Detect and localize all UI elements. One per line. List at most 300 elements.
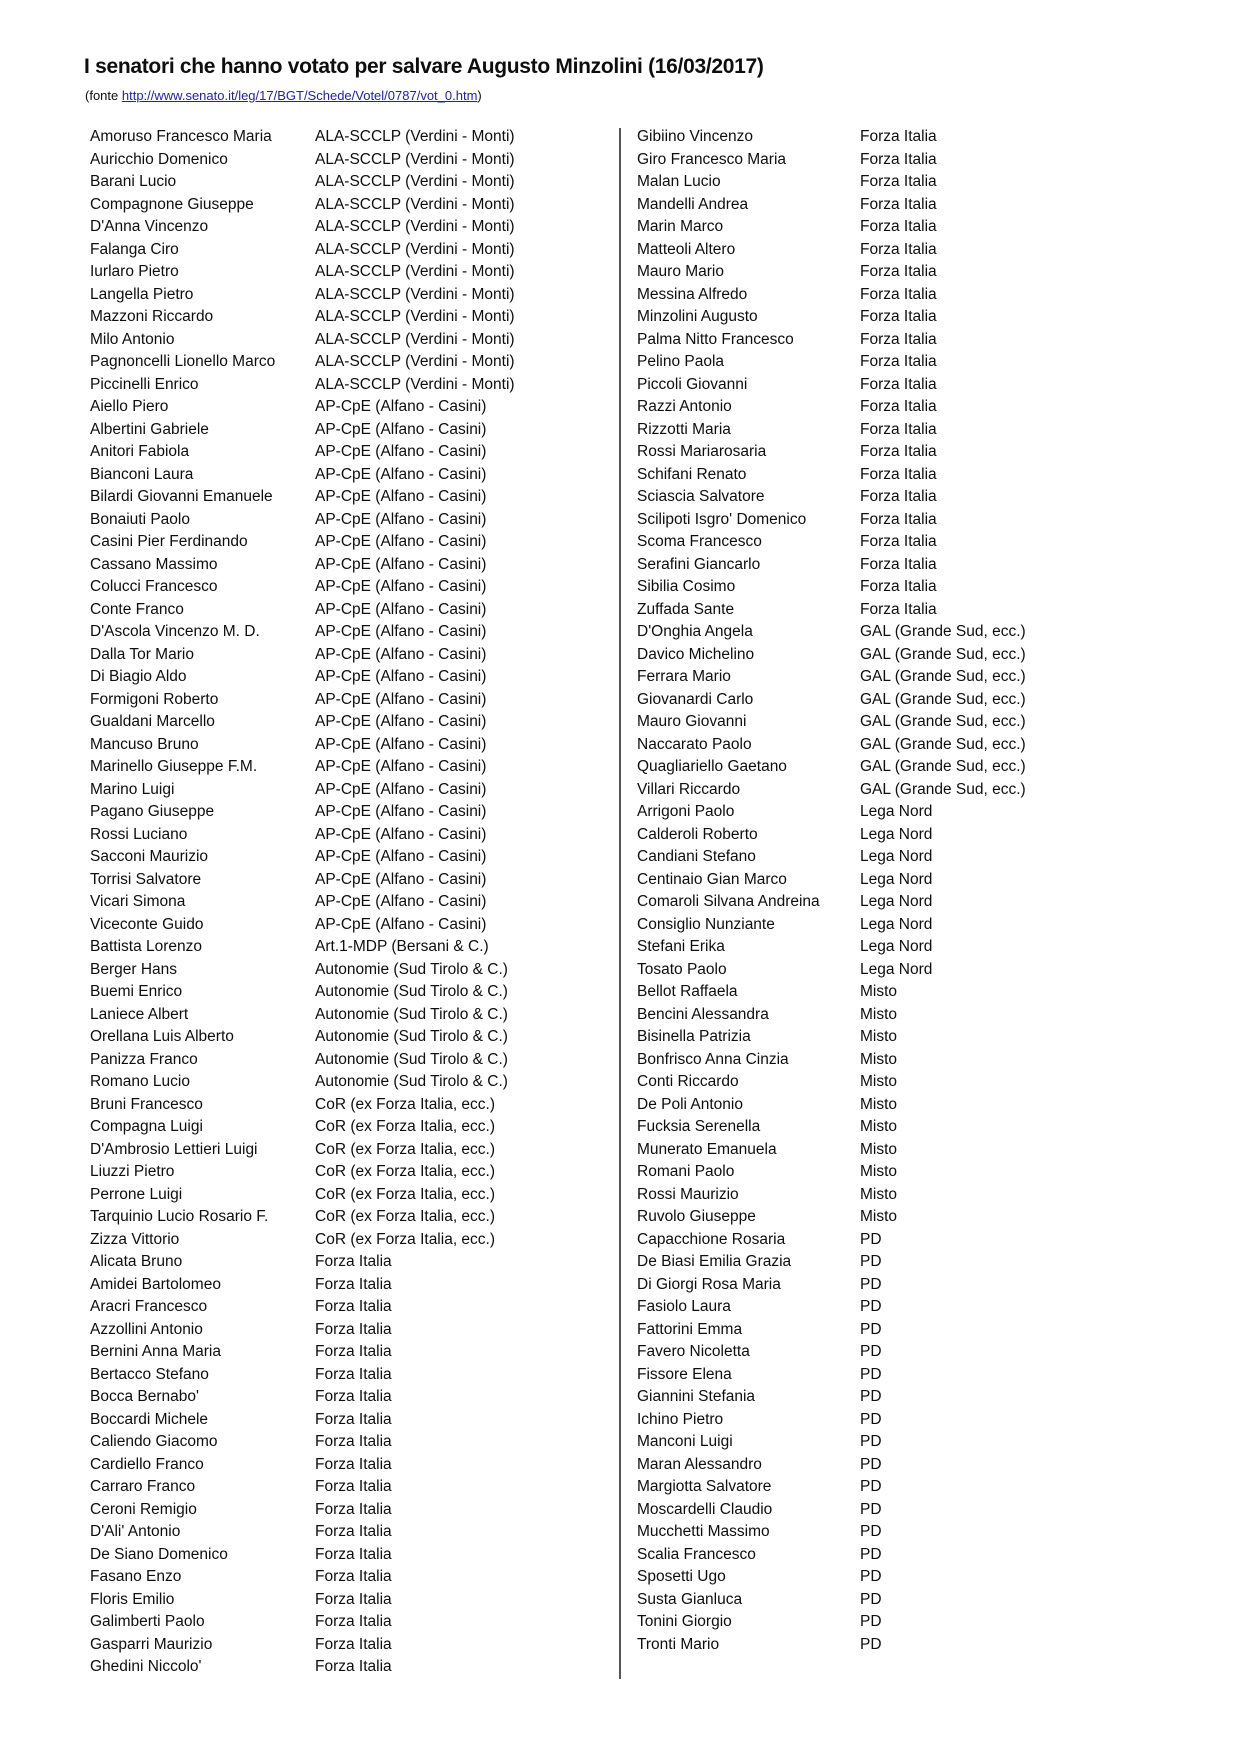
senator-party: GAL (Grande Sud, ecc.)	[860, 690, 1026, 708]
senator-name: Gibiino Vincenzo	[637, 128, 754, 145]
senator-row	[90, 1409, 515, 1432]
senator-party: Forza Italia	[315, 1478, 392, 1495]
senator-name: Cassano Massimo	[90, 555, 218, 573]
senator-row	[90, 284, 515, 307]
senator-party: Forza Italia	[860, 218, 937, 235]
senator-party: AP-CpE (Alfano - Casini)	[315, 803, 487, 820]
senator-party: Misto	[860, 1118, 898, 1135]
senator-name: Bencini Alessandra	[637, 1005, 769, 1023]
senator-name: Colucci Francesco	[90, 578, 218, 595]
senator-row	[637, 711, 1026, 734]
senator-row	[637, 1589, 1026, 1612]
senator-party: Autonomie (Sud Tirolo & C.)	[315, 1073, 508, 1090]
senator-party: Forza Italia	[860, 420, 937, 438]
senator-row	[90, 1071, 515, 1094]
senator-name: Stefani Erika	[637, 938, 725, 955]
senator-row	[90, 1566, 515, 1589]
senator-row	[90, 981, 515, 1004]
senator-name: Margiotta Salvatore	[637, 1478, 772, 1495]
senator-party: AP-CpE (Alfano - Casini)	[315, 443, 487, 460]
senator-row	[90, 1319, 515, 1342]
senator-party: Forza Italia	[315, 1635, 392, 1653]
senator-row	[90, 936, 515, 959]
senator-name: Sacconi Maurizio	[90, 848, 209, 865]
senator-name: Rossi Mariarosaria	[637, 443, 767, 460]
senator-name: Mauro Giovanni	[637, 713, 747, 730]
column-divider	[619, 128, 621, 1679]
senator-party: ALA-SCCLP (Verdini - Monti)	[315, 285, 515, 303]
senator-name: Davico Michelino	[637, 645, 755, 663]
senator-row	[90, 599, 515, 622]
senator-party: PD	[860, 1298, 882, 1315]
senator-row	[637, 239, 1026, 262]
senator-party: GAL (Grande Sud, ecc.)	[860, 735, 1026, 753]
senator-party: Lega Nord	[860, 870, 933, 888]
senator-row	[637, 419, 1026, 442]
senator-party: AP-CpE (Alfano - Casini)	[315, 623, 487, 640]
senator-row	[637, 554, 1026, 577]
senator-name: Marinello Giuseppe F.M.	[90, 758, 258, 775]
senator-party: Forza Italia	[860, 555, 937, 573]
senator-name: Gasparri Maurizio	[90, 1635, 213, 1653]
senator-row	[90, 1251, 515, 1274]
senator-row	[90, 261, 515, 284]
senator-party: AP-CpE (Alfano - Casini)	[315, 848, 487, 865]
senator-name: Langella Pietro	[90, 285, 194, 303]
senator-row	[90, 351, 515, 374]
senator-name: D'Ali' Antonio	[90, 1523, 181, 1540]
senator-party: Forza Italia	[315, 1500, 392, 1518]
senator-name: Romani Paolo	[637, 1163, 735, 1180]
senator-name: Giro Francesco Maria	[637, 150, 787, 168]
senator-row	[90, 216, 515, 239]
senator-name: Auricchio Domenico	[90, 150, 228, 168]
senator-row	[637, 801, 1026, 824]
senator-name: Munerato Emanuela	[637, 1140, 777, 1158]
senator-row	[637, 1319, 1026, 1342]
senator-party: Forza Italia	[315, 1298, 392, 1315]
senator-party: Forza Italia	[860, 308, 937, 325]
senator-row	[637, 1071, 1026, 1094]
senator-name: De Poli Antonio	[637, 1095, 743, 1113]
senator-party: Forza Italia	[315, 1275, 392, 1293]
senator-name: Maran Alessandro	[637, 1455, 762, 1473]
senator-row	[90, 1094, 515, 1117]
senator-name: Gualdani Marcello	[90, 713, 215, 730]
senator-row	[90, 464, 515, 487]
senator-party: GAL (Grande Sud, ecc.)	[860, 668, 1026, 685]
senator-row	[637, 171, 1026, 194]
senator-party: Forza Italia	[315, 1658, 392, 1675]
senator-name: Moscardelli Claudio	[637, 1500, 773, 1518]
senator-row	[90, 396, 515, 419]
senator-name: Rizzotti Maria	[637, 420, 731, 438]
senator-party: Forza Italia	[315, 1433, 392, 1450]
senator-party: Forza Italia	[860, 533, 937, 550]
senator-name: Marin Marco	[637, 218, 724, 235]
senator-row	[637, 1161, 1026, 1184]
senator-party: PD	[860, 1320, 882, 1338]
senator-name: Berger Hans	[90, 960, 178, 978]
senator-name: D'Ambrosio Lettieri Luigi	[90, 1140, 258, 1158]
senator-row	[637, 689, 1026, 712]
senator-name: Marino Luigi	[90, 780, 175, 798]
senator-name: Giannini Stefania	[637, 1388, 756, 1405]
senator-party: Autonomie (Sud Tirolo & C.)	[315, 983, 508, 1000]
senator-name: Orellana Luis Alberto	[90, 1028, 234, 1045]
senator-name: Compagna Luigi	[90, 1118, 203, 1135]
senator-name: Razzi Antonio	[637, 398, 732, 415]
senator-party: PD	[860, 1343, 882, 1360]
senator-row	[637, 599, 1026, 622]
senator-row	[637, 1184, 1026, 1207]
senator-name: Palma Nitto Francesco	[637, 330, 794, 348]
senator-row	[637, 1049, 1026, 1072]
senator-row	[637, 1206, 1026, 1229]
page-title: I senatori che hanno votato per salvare Augusto Minzolini (16/03/2017)	[84, 55, 764, 78]
senator-party: ALA-SCCLP (Verdini - Monti)	[315, 173, 515, 190]
senator-row	[90, 554, 515, 577]
senator-party: Misto	[860, 1140, 898, 1158]
senator-name: Mandelli Andrea	[637, 195, 749, 213]
senator-party: PD	[860, 1455, 882, 1473]
senator-name: Bruni Francesco	[90, 1095, 203, 1113]
senator-row	[637, 1094, 1026, 1117]
senator-name: Azzollini Antonio	[90, 1320, 203, 1338]
senator-name: Villari Riccardo	[637, 780, 741, 798]
senator-party: Forza Italia	[315, 1523, 392, 1540]
senator-party: PD	[860, 1410, 882, 1428]
senator-party: AP-CpE (Alfano - Casini)	[315, 465, 487, 483]
senator-row	[637, 1341, 1026, 1364]
senator-row	[637, 1499, 1026, 1522]
senator-row	[637, 1364, 1026, 1387]
senator-name: Zizza Vittorio	[90, 1230, 180, 1248]
senator-name: D'Anna Vincenzo	[90, 218, 209, 235]
senator-row	[90, 1589, 515, 1612]
senator-name: Milo Antonio	[90, 330, 175, 348]
senator-row	[90, 531, 515, 554]
senator-party: Autonomie (Sud Tirolo & C.)	[315, 1028, 508, 1045]
senator-row	[637, 1386, 1026, 1409]
senator-party: AP-CpE (Alfano - Casini)	[315, 870, 487, 888]
senator-row	[90, 419, 515, 442]
senator-name: Piccinelli Enrico	[90, 375, 199, 393]
senator-party: Misto	[860, 1163, 898, 1180]
senator-name: Liuzzi Pietro	[90, 1163, 175, 1180]
senator-name: Ichino Pietro	[637, 1410, 724, 1428]
senator-row	[90, 1229, 515, 1252]
senator-name: Falanga Ciro	[90, 240, 179, 258]
senator-party: Autonomie (Sud Tirolo & C.)	[315, 1050, 508, 1068]
senator-party: AP-CpE (Alfano - Casini)	[315, 555, 487, 573]
senator-row	[90, 666, 515, 689]
senator-name: Bertacco Stefano	[90, 1365, 209, 1383]
senator-name: Floris Emilio	[90, 1590, 175, 1608]
senator-name: Comaroli Silvana Andreina	[637, 893, 820, 910]
senator-party: AP-CpE (Alfano - Casini)	[315, 510, 487, 528]
senator-row	[90, 509, 515, 532]
senator-name: Fasano Enzo	[90, 1568, 182, 1585]
senator-name: Fucksia Serenella	[637, 1118, 761, 1135]
senator-row	[637, 1611, 1026, 1634]
senator-name: Ghedini Niccolo'	[90, 1658, 202, 1675]
senator-name: Viceconte Guido	[90, 915, 204, 933]
senator-row	[637, 486, 1026, 509]
senator-party: PD	[860, 1590, 882, 1608]
senator-row	[90, 1184, 515, 1207]
senator-party: AP-CpE (Alfano - Casini)	[315, 780, 487, 798]
senator-row	[637, 1566, 1026, 1589]
senator-party: PD	[860, 1388, 882, 1405]
senator-party: Forza Italia	[860, 240, 937, 258]
senator-party: Forza Italia	[315, 1253, 392, 1270]
senator-party: Forza Italia	[315, 1320, 392, 1338]
senator-name: Sibilia Cosimo	[637, 578, 736, 595]
senator-row	[637, 1116, 1026, 1139]
senator-name: Cardiello Franco	[90, 1455, 204, 1473]
senator-party: PD	[860, 1545, 882, 1563]
senator-row	[90, 846, 515, 869]
senator-name: Vicari Simona	[90, 893, 186, 910]
senator-name: Scalia Francesco	[637, 1545, 756, 1563]
senator-name: Naccarato Paolo	[637, 735, 752, 753]
senator-name: Scoma Francesco	[637, 533, 762, 550]
senator-party: Forza Italia	[860, 285, 937, 303]
senator-name: Schifani Renato	[637, 465, 747, 483]
senator-row	[637, 666, 1026, 689]
senator-name: Boccardi Michele	[90, 1410, 209, 1428]
senator-party: GAL (Grande Sud, ecc.)	[860, 780, 1026, 798]
senator-row	[637, 329, 1026, 352]
senator-name: Bianconi Laura	[90, 465, 194, 483]
senator-row	[90, 1049, 515, 1072]
senator-party: Forza Italia	[860, 510, 937, 528]
senator-party: CoR (ex Forza Italia, ecc.)	[315, 1208, 496, 1225]
senator-name: Serafini Giancarlo	[637, 555, 761, 573]
senator-row	[637, 509, 1026, 532]
senator-name: Tonini Giorgio	[637, 1613, 732, 1630]
senator-party: Forza Italia	[860, 150, 937, 168]
senator-name: Sciascia Salvatore	[637, 488, 765, 505]
senator-party: Lega Nord	[860, 803, 933, 820]
senator-name: Tronti Mario	[637, 1635, 720, 1653]
senator-name: Aracri Francesco	[90, 1298, 208, 1315]
senator-name: Laniece Albert	[90, 1005, 189, 1023]
senator-party: AP-CpE (Alfano - Casini)	[315, 578, 487, 595]
source-link[interactable]: http://www.senato.it/leg/17/BGT/Schede/Votel/0787/vot_0.htm	[121, 88, 478, 103]
senator-name: Galimberti Paolo	[90, 1613, 205, 1630]
senator-row	[637, 779, 1026, 802]
senator-row	[637, 1274, 1026, 1297]
senator-party: ALA-SCCLP (Verdini - Monti)	[315, 263, 515, 280]
senator-row	[90, 756, 515, 779]
senator-row	[90, 1386, 515, 1409]
senator-row	[637, 1544, 1026, 1567]
senator-name: Bilardi Giovanni Emanuele	[90, 488, 273, 505]
senator-party: Forza Italia	[860, 128, 937, 145]
senator-row	[90, 734, 515, 757]
senator-party: AP-CpE (Alfano - Casini)	[315, 600, 487, 618]
senator-row	[90, 644, 515, 667]
senator-name: Favero Nicoletta	[637, 1343, 750, 1360]
senator-party: Misto	[860, 1073, 898, 1090]
senator-party: PD	[860, 1568, 882, 1585]
source-suffix: )	[477, 88, 482, 103]
senator-name: Piccoli Giovanni	[637, 375, 748, 393]
senator-list-right	[637, 126, 1026, 1656]
senator-row	[90, 1521, 515, 1544]
senator-row	[90, 621, 515, 644]
senator-name: De Biasi Emilia Grazia	[637, 1253, 792, 1270]
senator-row	[90, 374, 515, 397]
senator-party: AP-CpE (Alfano - Casini)	[315, 735, 487, 753]
senator-row	[637, 396, 1026, 419]
senator-row	[90, 1004, 515, 1027]
senator-party: Forza Italia	[860, 398, 937, 415]
senator-name: Malan Lucio	[637, 173, 721, 190]
senator-party: ALA-SCCLP (Verdini - Monti)	[315, 308, 515, 325]
senator-name: Conte Franco	[90, 600, 184, 618]
senator-row	[637, 734, 1026, 757]
senator-party: Autonomie (Sud Tirolo & C.)	[315, 1005, 508, 1023]
senator-row	[637, 1229, 1026, 1252]
senator-party: Forza Italia	[860, 330, 937, 348]
senator-name: Tosato Paolo	[637, 960, 727, 978]
senator-row	[90, 869, 515, 892]
senator-row	[637, 1431, 1026, 1454]
senator-name: Perrone Luigi	[90, 1185, 183, 1203]
senator-party: Forza Italia	[860, 173, 937, 190]
senator-party: AP-CpE (Alfano - Casini)	[315, 668, 487, 685]
senator-name: Buemi Enrico	[90, 983, 183, 1000]
senator-party: PD	[860, 1365, 882, 1383]
senator-name: Mancuso Bruno	[90, 735, 199, 753]
senator-party: Forza Italia	[315, 1590, 392, 1608]
senator-row	[637, 1026, 1026, 1049]
senator-party: Forza Italia	[860, 375, 937, 393]
senator-party: PD	[860, 1613, 882, 1630]
senator-row	[90, 1611, 515, 1634]
senator-name: Bocca Bernabo'	[90, 1388, 199, 1405]
senator-party: AP-CpE (Alfano - Casini)	[315, 398, 487, 415]
senator-name: Romano Lucio	[90, 1073, 190, 1090]
senator-row	[90, 1634, 515, 1657]
senator-party: PD	[860, 1478, 882, 1495]
senator-party: AP-CpE (Alfano - Casini)	[315, 488, 487, 505]
senator-row	[637, 1409, 1026, 1432]
senator-row	[637, 261, 1026, 284]
senator-name: Pelino Paola	[637, 353, 725, 370]
senator-list-left	[90, 126, 515, 1679]
senator-party: Misto	[860, 1208, 898, 1225]
senator-party: Lega Nord	[860, 938, 933, 955]
senator-name: Mucchetti Massimo	[637, 1523, 770, 1540]
senator-row	[637, 1521, 1026, 1544]
senator-row	[90, 1364, 515, 1387]
senator-row	[637, 374, 1026, 397]
senator-row	[637, 194, 1026, 217]
senator-party: Forza Italia	[860, 353, 937, 370]
senator-party: Forza Italia	[315, 1613, 392, 1630]
senator-name: Ceroni Remigio	[90, 1500, 197, 1518]
senator-name: Bernini Anna Maria	[90, 1343, 221, 1360]
senator-party: Forza Italia	[315, 1568, 392, 1585]
senator-name: Amidei Bartolomeo	[90, 1275, 221, 1293]
senator-name: Anitori Fabiola	[90, 443, 190, 460]
senator-party: PD	[860, 1500, 882, 1518]
senator-name: Di Giorgi Rosa Maria	[637, 1275, 781, 1293]
senator-party: AP-CpE (Alfano - Casini)	[315, 825, 487, 843]
senator-row	[637, 284, 1026, 307]
senator-row	[637, 216, 1026, 239]
senator-name: Tarquinio Lucio Rosario F.	[90, 1208, 269, 1225]
senator-party: Forza Italia	[860, 263, 937, 280]
senator-row	[90, 1499, 515, 1522]
senator-party: Misto	[860, 1028, 898, 1045]
senator-party: GAL (Grande Sud, ecc.)	[860, 645, 1026, 663]
senator-row	[90, 1116, 515, 1139]
senator-party: CoR (ex Forza Italia, ecc.)	[315, 1118, 496, 1135]
senator-row	[90, 914, 515, 937]
senator-party: Art.1-MDP (Bersani & C.)	[315, 938, 489, 955]
senator-row	[637, 644, 1026, 667]
senator-row	[90, 576, 515, 599]
senator-party: Forza Italia	[860, 465, 937, 483]
senator-row	[90, 149, 515, 172]
senator-party: AP-CpE (Alfano - Casini)	[315, 893, 487, 910]
senator-row	[90, 711, 515, 734]
senator-row	[90, 126, 515, 149]
senator-party: ALA-SCCLP (Verdini - Monti)	[315, 240, 515, 258]
senator-party: ALA-SCCLP (Verdini - Monti)	[315, 353, 515, 370]
senator-name: Matteoli Altero	[637, 240, 736, 258]
senator-row	[637, 1296, 1026, 1319]
senator-row	[90, 1656, 515, 1679]
senator-party: AP-CpE (Alfano - Casini)	[315, 690, 487, 708]
senator-name: Amoruso Francesco Maria	[90, 128, 272, 145]
senator-row	[637, 1634, 1026, 1657]
senator-name: Compagnone Giuseppe	[90, 195, 254, 213]
senator-party: PD	[860, 1253, 882, 1270]
senator-row	[90, 171, 515, 194]
senator-row	[637, 149, 1026, 172]
senator-name: Albertini Gabriele	[90, 420, 209, 438]
senator-party: AP-CpE (Alfano - Casini)	[315, 915, 487, 933]
senator-name: Ferrara Mario	[637, 668, 731, 685]
senator-row	[90, 689, 515, 712]
senator-row	[90, 779, 515, 802]
senator-name: Fattorini Emma	[637, 1320, 743, 1338]
senator-row	[637, 126, 1026, 149]
senator-name: Barani Lucio	[90, 173, 177, 190]
senator-name: Candiani Stefano	[637, 848, 756, 865]
senator-row	[90, 1139, 515, 1162]
senator-name: Alicata Bruno	[90, 1253, 183, 1270]
senator-name: Torrisi Salvatore	[90, 870, 202, 888]
senator-party: Forza Italia	[860, 578, 937, 595]
senator-row	[637, 441, 1026, 464]
senator-name: Bonfrisco Anna Cinzia	[637, 1050, 789, 1068]
senator-row	[90, 1431, 515, 1454]
senator-party: Lega Nord	[860, 960, 933, 978]
senator-row	[90, 486, 515, 509]
senator-name: Rossi Maurizio	[637, 1185, 739, 1203]
senator-name: Susta Gianluca	[637, 1590, 743, 1608]
senator-name: Dalla Tor Mario	[90, 645, 194, 663]
senator-party: Forza Italia	[860, 600, 937, 618]
senator-name: Formigoni Roberto	[90, 690, 219, 708]
